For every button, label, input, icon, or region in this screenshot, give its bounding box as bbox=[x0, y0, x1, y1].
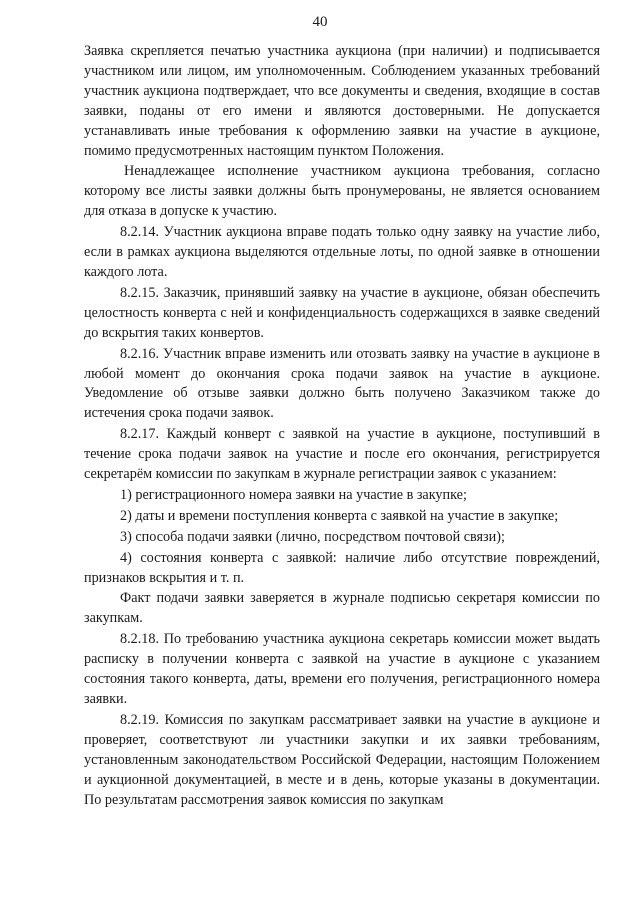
paragraph-signature-note: Факт подачи заявки заверяется в журнале подписью секретаря комиссии по закупкам. bbox=[84, 590, 600, 627]
page-number: 40 bbox=[312, 14, 328, 30]
paragraph-8-2-17: 8.2.17. Каждый конверт с заявкой на участие в аукционе, поступивший в течение срока подачи заявок на участие и после его окончания, регистрируется секретарём комиссии по закупкам в журнале регистрации заявок с указанием: bbox=[84, 426, 600, 483]
paragraph-8-2-14: 8.2.14. Участник аукциона вправе подать только одну заявку на участие либо, если в рамках аукциона выделяются отдельные лоты, по одной заявке в отношении каждого лота. bbox=[84, 224, 600, 280]
paragraph-numbering-note: Ненадлежащее исполнение участником аукциона требования, согласно которому все листы заявки должны быть пронумерованы, не является основанием для отказа в допуске к участию. bbox=[84, 163, 600, 220]
list-item-2: 2) даты и времени поступления конверта с заявкой на участие в закупке; bbox=[120, 507, 559, 524]
paragraph-8-2-19: 8.2.19. Комиссия по закупкам рассматривает заявки на участие в аукционе и проверяет, соответствуют ли участники закупки и их заявки требованиям, установленным законодательством Российской Федерации, настоящим Положением и аукционной документацией, в месте и в день, которые указаны в документации. По результатам рассмотрения заявок комиссия по закупкам bbox=[84, 711, 600, 808]
list-item-1: 1) регистрационного номера заявки на участие в закупке; bbox=[120, 486, 467, 503]
paragraph-intro: Заявка скрепляется печатью участника аукциона (при наличии) и подписывается участником или лицом, им уполномоченным. Соблюдением указанных требований участник аукциона подтверждает, что все документы и сведения, входящие в состав заявки, поданы от его имени и являются достоверными. Не допускается устанавливать иные требования к оформлению заявки на участие в аукционе, помимо предусмотренных настоящим пунктом Положения. bbox=[84, 43, 600, 159]
list-item-4: 4) состояния конверта с заявкой: наличие либо отсутствие повреждений, признаков вскрытия и т. п. bbox=[84, 549, 600, 586]
list-item-3: 3) способа подачи заявки (лично, посредством почтовой связи); bbox=[120, 528, 505, 545]
document-body bbox=[84, 42, 600, 811]
paragraph-8-2-15: 8.2.15. Заказчик, принявший заявку на участие в аукционе, обязан обеспечить целостность конверта с ней и конфиденциальность содержащихся в заявке сведений до вскрытия таких конвертов. bbox=[84, 284, 600, 341]
paragraph-8-2-16: 8.2.16. Участник вправе изменить или отозвать заявку на участие в аукционе в любой момент до окончания срока подачи заявок на участие в аукционе. Уведомление об отзыве заявки должно быть получено Заказчиком также до истечения срока подачи заявок. bbox=[84, 345, 600, 422]
paragraph-8-2-18: 8.2.18. По требованию участника аукциона секретарь комиссии может выдать расписку в получении конверта с заявкой на участие в аукционе с указанием состояния такого конверта, даты, времени его получения, регистрационного номера заявки. bbox=[84, 631, 600, 707]
